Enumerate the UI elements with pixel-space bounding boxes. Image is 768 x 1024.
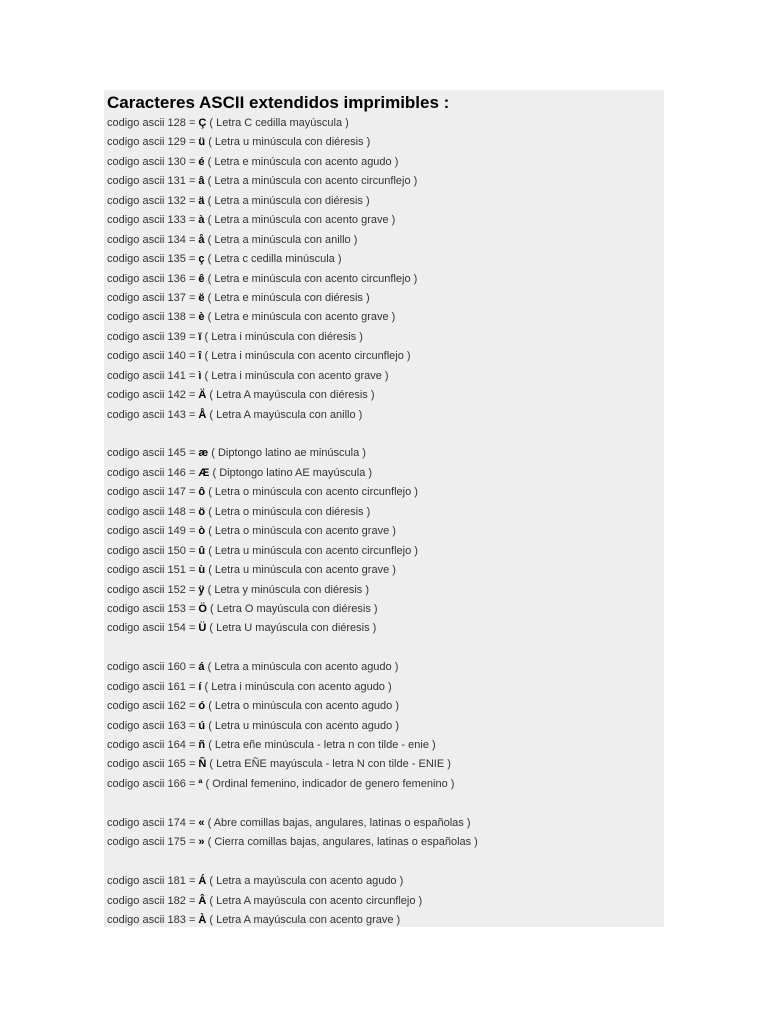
ascii-code-row [107,911,659,930]
code-label: codigo ascii 143 = [107,408,199,421]
code-character: ï [198,330,202,343]
code-description: ( Letra a minúscula con diéresis ) [204,194,370,207]
ascii-code-row [107,678,659,697]
code-character: Ç [198,117,207,129]
code-character: û [198,544,206,557]
code-description: ( Letra C cedilla mayúscula ) [206,117,349,129]
code-character: ä [198,194,205,207]
code-description: ( Letra i minúscula con diéresis ) [201,330,363,343]
group-spacer [107,853,659,872]
group-spacer [107,794,659,813]
ascii-code-row [107,308,659,327]
code-label: codigo ascii 183 = [107,913,199,926]
code-character: ö [198,505,206,518]
code-description: ( Ordinal femenino, indicador de genero femenino ) [202,777,455,790]
code-description: ( Letra A mayúscula con acento circunflejo ) [206,894,423,907]
code-description: ( Letra eñe minúscula - letra n con tilde - enie ) [205,739,436,751]
code-description: ( Letra y minúscula con diéresis ) [204,583,369,596]
ascii-code-row [107,153,659,172]
code-label: codigo ascii 181 = [107,875,199,888]
ascii-code-list [107,114,659,930]
code-description: ( Diptongo latino ae minúscula ) [208,447,366,460]
ascii-code-row [107,483,659,502]
group-spacer [107,425,659,444]
ascii-code-row [107,522,659,541]
code-description: ( Cierra comillas bajas, angulares, latinas o españolas ) [204,836,478,849]
code-character: Æ [198,466,210,479]
code-description: ( Letra u minúscula con diéresis ) [205,136,371,149]
code-label: codigo ascii 148 = [107,505,199,518]
ascii-code-row [107,600,659,619]
code-label: codigo ascii 152 = [107,583,199,596]
code-character: é [198,155,205,168]
code-description: ( Letra e minúscula con diéresis ) [204,291,370,304]
ascii-code-row [107,114,659,133]
code-character: ñ [198,739,206,751]
code-description: ( Letra o minúscula con acento grave ) [205,525,396,538]
ascii-code-row [107,328,659,347]
code-description: ( Letra e minúscula con acento grave ) [204,311,396,324]
code-label: codigo ascii 146 = [107,466,199,479]
code-label: codigo ascii 161 = [107,680,199,693]
code-character: ô [198,486,206,499]
code-description: ( Letra u minúscula con acento agudo ) [205,719,399,732]
code-character: ú [198,719,206,732]
code-character: Á [198,875,207,888]
code-label: codigo ascii 136 = [107,272,199,285]
code-description: ( Letra e minúscula con acento agudo ) [204,155,399,168]
ascii-code-row [107,561,659,580]
ascii-code-row [107,717,659,736]
code-character: ù [198,564,206,577]
code-character: ë [198,291,205,304]
ascii-code-row [107,658,659,677]
ascii-code-row [107,386,659,405]
code-description: ( Letra A mayúscula con acento grave ) [206,913,401,926]
code-description: ( Letra i minúscula con acento agudo ) [201,680,392,693]
ascii-code-row [107,250,659,269]
ascii-code-row [107,872,659,891]
code-label: codigo ascii 130 = [107,155,199,168]
code-character: á [198,661,205,674]
code-label: codigo ascii 150 = [107,544,199,557]
ascii-code-row [107,444,659,463]
code-description: ( Letra A mayúscula con diéresis ) [206,389,375,402]
code-character: » [198,836,205,849]
code-label: codigo ascii 129 = [107,136,199,149]
code-label: codigo ascii 140 = [107,350,199,363]
code-description: ( Letra O mayúscula con diéresis ) [206,602,378,615]
code-description: ( Letra a minúscula con acento agudo ) [204,661,399,674]
code-character: æ [198,447,209,460]
code-description: ( Letra i minúscula con acento circunflejo ) [201,350,411,363]
code-description: ( Letra u minúscula con acento grave ) [205,564,396,577]
code-character: « [198,816,205,829]
code-character: â [198,175,205,188]
code-label: codigo ascii 174 = [107,816,199,829]
code-character: Ñ [198,758,207,771]
ascii-code-row [107,736,659,755]
ascii-code-row [107,755,659,774]
code-label: codigo ascii 134 = [107,233,199,246]
code-label: codigo ascii 142 = [107,389,199,402]
code-character: î [198,350,202,363]
code-label: codigo ascii 132 = [107,194,199,207]
code-description: ( Diptongo latino AE mayúscula ) [209,466,373,479]
code-label: codigo ascii 133 = [107,214,199,227]
code-description: ( Letra a mayúscula con acento agudo ) [206,875,404,888]
code-character: ê [198,272,205,285]
code-character: ª [198,777,203,790]
code-label: codigo ascii 145 = [107,447,199,460]
ascii-code-row [107,367,659,386]
code-label: codigo ascii 166 = [107,777,199,790]
code-label: codigo ascii 137 = [107,291,199,304]
code-character: Å [198,408,207,421]
code-label: codigo ascii 147 = [107,486,199,499]
code-label: codigo ascii 151 = [107,564,199,577]
code-character: ó [198,700,206,713]
ascii-code-row [107,697,659,716]
code-label: codigo ascii 128 = [107,117,199,129]
group-spacer [107,639,659,658]
code-label: codigo ascii 149 = [107,525,199,538]
code-character: Ö [198,602,207,615]
code-description: ( Letra u minúscula con acento circunflejo ) [205,544,418,557]
code-label: codigo ascii 141 = [107,369,199,382]
code-description: ( Letra o minúscula con diéresis ) [205,505,371,518]
code-label: codigo ascii 153 = [107,602,199,615]
ascii-code-row [107,172,659,191]
ascii-code-row [107,892,659,911]
code-character: ì [198,369,202,382]
ascii-code-row [107,133,659,152]
code-label: codigo ascii 138 = [107,311,199,324]
code-label: codigo ascii 162 = [107,700,199,713]
code-character: ü [198,136,206,149]
code-label: codigo ascii 182 = [107,894,199,907]
ascii-code-row [107,833,659,852]
code-description: ( Letra e minúscula con acento circunflejo ) [204,272,418,285]
code-label: codigo ascii 163 = [107,719,199,732]
page-title: Caracteres ASCII extendidos imprimibles : [107,93,450,112]
code-description: ( Letra a minúscula con acento circunflejo ) [204,175,418,188]
code-character: Ü [198,622,207,635]
ascii-code-row [107,192,659,211]
code-label: codigo ascii 175 = [107,836,199,849]
code-label: codigo ascii 135 = [107,253,199,266]
code-description: ( Letra o minúscula con acento circunflejo ) [205,486,418,499]
code-label: codigo ascii 164 = [107,739,199,751]
code-character: ò [198,525,206,538]
code-character: ç [198,253,205,266]
ascii-code-row [107,814,659,833]
code-label: codigo ascii 139 = [107,330,199,343]
code-label: codigo ascii 154 = [107,622,199,635]
code-description: ( Letra U mayúscula con diéresis ) [206,622,377,635]
code-description: ( Letra o minúscula con acento agudo ) [205,700,399,713]
code-description: ( Letra c cedilla minúscula ) [204,253,342,266]
ascii-code-row [107,581,659,600]
code-character: Ä [198,389,207,402]
ascii-code-row [107,619,659,638]
ascii-code-row [107,775,659,794]
code-description: ( Letra a minúscula con acento grave ) [204,214,396,227]
ascii-code-row [107,503,659,522]
ascii-code-row [107,406,659,425]
code-description: ( Letra a minúscula con anillo ) [204,233,358,246]
code-character: è [198,311,205,324]
code-label: codigo ascii 160 = [107,661,199,674]
code-character: å [198,233,205,246]
ascii-code-row [107,231,659,250]
code-character: À [198,913,207,926]
ascii-table-panel [104,90,664,927]
ascii-code-row [107,289,659,308]
code-character: ÿ [198,583,205,596]
ascii-code-row [107,347,659,366]
code-description: ( Letra EÑE mayúscula - letra N con tilde - ENIE ) [206,758,451,771]
ascii-code-row [107,270,659,289]
ascii-code-row [107,464,659,483]
code-description: ( Abre comillas bajas, angulares, latinas o españolas ) [204,816,471,829]
code-character: í [198,680,202,693]
code-description: ( Letra i minúscula con acento grave ) [201,369,389,382]
code-description: ( Letra A mayúscula con anillo ) [206,408,363,421]
code-label: codigo ascii 131 = [107,175,199,188]
code-character: Â [198,894,207,907]
code-character: à [198,214,205,227]
ascii-code-row [107,211,659,230]
ascii-code-row [107,542,659,561]
code-label: codigo ascii 165 = [107,758,199,771]
